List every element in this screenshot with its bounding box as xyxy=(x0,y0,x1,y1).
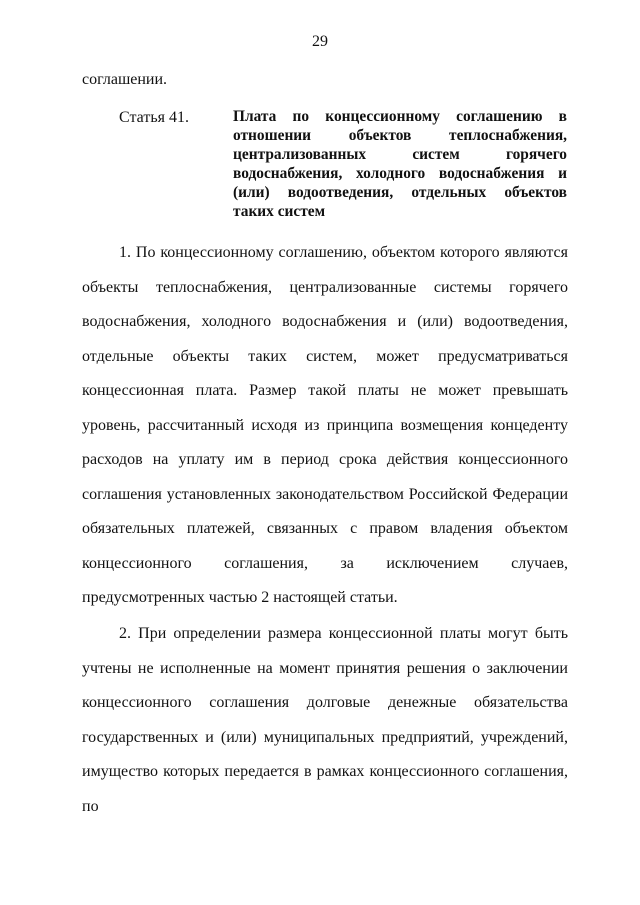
article-label: Статья 41. xyxy=(119,109,189,126)
paragraph-1: 1. По концессионному соглашению, объектом которого являются объекты теплоснабжения, централизованные системы горячего водоснабжения, холодного водоснабжения и (или) водоотведения, отдельные объекты таких систем, может предусматриваться концессионная плата. Размер такой платы не может превышать уровень, рассчитанный исходя из принципа возмещения концеденту расходов на уплату им в период срока действия концессионного соглашения установленных законодательством Российской Федерации обязательных платежей, связанных с правом владения объектом концессионного соглашения, за исключением случаев, предусмотренных частью 2 настоящей статьи. xyxy=(82,244,568,606)
page-number: 29 xyxy=(312,33,328,50)
body-section-1 xyxy=(82,236,568,616)
paragraph-2: 2. При определении размера концессионной платы могут быть учтены не исполненные на момент принятия решения о заключении концессионного соглашения долговые денежные обязательства государственных и (или) муниципальных предприятий, учреждений, имущество которых передается в рамках концессионного соглашения, по xyxy=(82,625,568,815)
body-section-2 xyxy=(82,617,568,824)
article-title: Плата по концессионному соглашению в отношении объектов теплоснабжения, централизованных систем горячего водоснабжения, холодного водоснабжения и (или) водоотведения, отдельных объектов таких систем xyxy=(233,108,567,220)
carry-over-text: соглашении. xyxy=(82,71,168,88)
